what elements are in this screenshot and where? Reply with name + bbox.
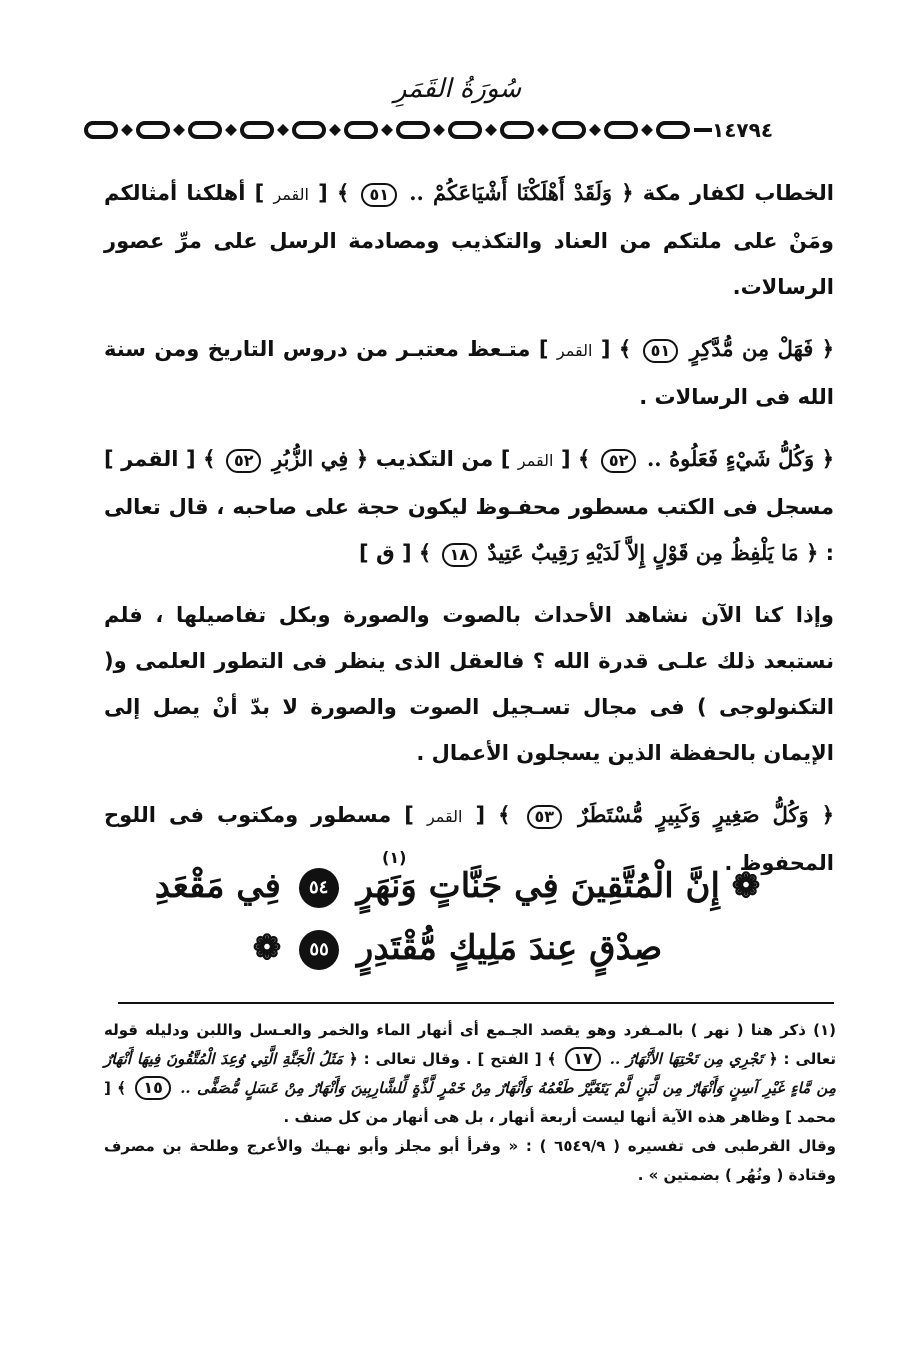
quran-quote: مَثَلُ الْجَنَّةِ الَّتِي وُعِدَ الْمُتَّقُونَ فِيهَا أَنْهَارٌ مِن مَّاءٍ غَيْرِ آسِنٍ وَأَنْهَارٌ مِن لَّبَنٍ لَّمْ يَتَغَيَّرْ طَعْمُهُ وَأَنْهَارٌ مِنْ خَمْرٍ لَّذَّةٍ لِّلشَّارِبِينَ وَأَنْهَارٌ مِنْ عَسَلٍ مُّصَفًّى ..: [104, 1050, 837, 1097]
surah-reference: القمر: [273, 185, 309, 204]
verse-line-2: [150, 917, 765, 979]
text-run: (١) ذكر هنا ( نهر ) بالمـفرد وهو يقصد الجـمع أى أنهار الماء والخمر والعـسل واللبن ودليله قوله تعالى : ﴿: [104, 1021, 836, 1068]
verse-line-1: [150, 855, 765, 917]
text-run: الخطاب لكفار مكة ﴿: [621, 181, 834, 205]
page-number: ١٤٧٩٤: [712, 118, 774, 142]
surah-title: سُورَةُ القَمَرِ: [393, 74, 522, 104]
quran-verse-block: [150, 855, 765, 979]
text-run: ﴾ [: [318, 181, 350, 205]
text-run: ﴿: [821, 337, 835, 361]
quran-quote: فِي الزُّبُرِ: [272, 446, 349, 471]
body-text: [104, 170, 834, 902]
verse-number-medallion: ٥٤: [299, 868, 339, 908]
text-run: ﴿: [821, 803, 835, 827]
text-run: ﴾ [ القمر ] مسجل فى الكتب مسطور محفـوظ ليكون حجة على صاحبه ، قال تعالى : ﴿: [104, 447, 834, 565]
verse-number: ٥١: [361, 183, 397, 207]
verse-number: ١٧: [565, 1047, 601, 1071]
text-run: ] متـعظ معتبـر من دروس التاريخ ومن سنة الله فى الرسالات .: [104, 337, 834, 409]
surah-reference: القمر: [556, 341, 593, 360]
verse-number: ٥١: [643, 339, 679, 363]
paragraph-4: وإذا كنا الآن نشاهد الأحداث بالصوت والصورة وبكل تفاصيلها ، فلم نستبعد ذلك علـى قدرة الله ؟ فالعقل الذى ينظر فى التطور العلمى و( التكنولوجى ) فى مجال تسـجيل الصوت والصورة لا بدّ أنْ يصل إلى الإيمان بالحفظة الذين يسجلون الأعمال .: [104, 603, 834, 765]
surah-reference: القمر: [517, 451, 554, 470]
footnote-1: [104, 1016, 836, 1132]
quran-quote: فَهَلْ مِن مُّدَّكِرٍ: [689, 336, 814, 361]
verse-number: ١٨: [442, 543, 478, 567]
quran-quote: وَكُلُّ صَغِيرٍ وَكَبِيرٍ مُّسْتَطَرٌ: [578, 802, 809, 827]
ornament-icon: ❁: [252, 928, 282, 968]
text-run: ﴾ [: [475, 803, 511, 827]
text-run: ] مسطور ومكتوب فى اللوح المحفوظ .: [104, 803, 834, 875]
text-run: ﴾ [ ق ]: [359, 541, 432, 565]
quran-quote: وَكُلُّ شَيْءٍ فَعَلُوهُ ..: [646, 446, 815, 471]
verse-number: ٥٢: [226, 449, 262, 473]
paragraph-2: [104, 326, 834, 420]
footnote-divider: [118, 1002, 834, 1004]
verse-text: إِنَّ الْمُتَّقِينَ فِي جَنَّاتٍ وَنَهَرٍ: [356, 866, 720, 906]
text-run: ﴿: [821, 447, 835, 471]
footnotes: [104, 1016, 836, 1190]
paragraph-3: [104, 436, 834, 576]
quran-quote: تَجْرِي مِن تَحْتِهَا الأَنْهَارُ ..: [609, 1050, 763, 1068]
verse-number: ٥٣: [527, 805, 563, 829]
quran-quote: وَلَقَدْ أَهْلَكْنَا أَشْيَاعَكُمْ ..: [409, 180, 613, 205]
footnote-2: وقال القرطبى فى تفسيره ( ٦٥٤٩/٩ ) : « وقرأ أبو مجلز وأبو نهـيك والأعرج وطلحة بن مصرف وقتادة ( ونُهُر ) بضمتين » .: [104, 1137, 836, 1184]
text-run: ] أهلكنا أمثالكم ومَنْ على ملتكم من العناد والتكذيب ومصادمة الرسل على مرِّ عصور الرسالات.: [104, 181, 834, 299]
surah-reference: القمر: [426, 807, 463, 826]
verse-text: فِي مَقْعَدِ: [154, 866, 281, 906]
text-run: ﴾ [ محمد ] وظاهر هذه الآية أنها ليست أربعة أنهار ، بل هى أنهار من كل صنف .: [104, 1079, 836, 1126]
quran-quote: مَا يَلْفِظُ مِن قَوْلٍ إِلاَّ لَدَيْهِ رَقِيبٌ عَتِيدٌ: [487, 540, 799, 565]
text-run: ﴾ [: [560, 447, 591, 471]
paragraph-1: [104, 170, 834, 310]
ornament-icon: ❁: [731, 866, 761, 906]
text-run: ] من التكذيب ﴿: [355, 447, 511, 471]
text-run: ﴾ [ الفتح ] . وقال تعالى : ﴿: [348, 1050, 557, 1068]
ornamental-border: [82, 118, 712, 142]
verse-number: ٥٢: [601, 449, 637, 473]
verse-text: صِدْقٍ عِندَ مَلِيكٍ مُّقْتَدِرٍ: [356, 928, 663, 968]
verse-number-medallion: ٥٥: [299, 930, 339, 970]
footnote-marker: (١): [382, 848, 407, 867]
text-run: ﴾ [: [600, 337, 632, 361]
verse-number: ١٥: [135, 1076, 171, 1100]
